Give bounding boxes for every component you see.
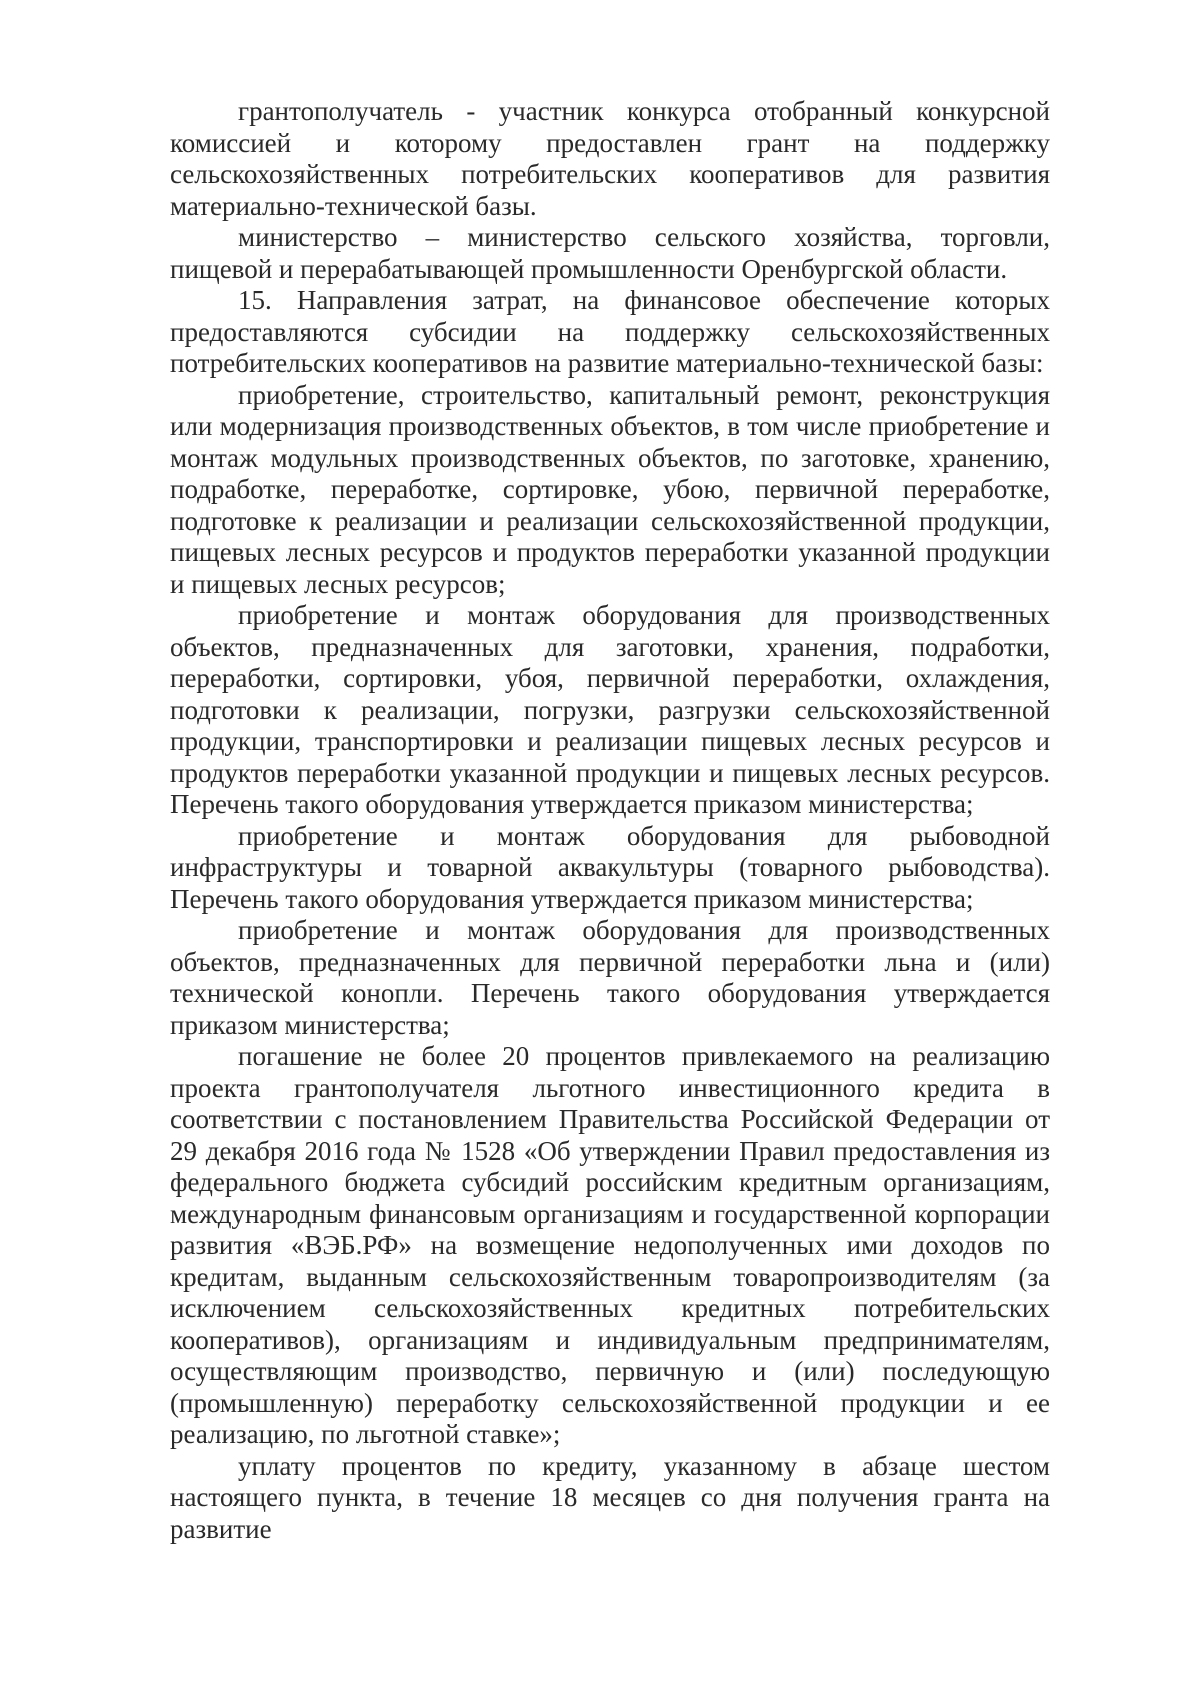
paragraph-equipment-expenses: приобретение и монтаж оборудования для производственных объектов, предназначенных для заготовки, хранения, подработки, переработки, сортировки, убоя, первичной переработки, охлаждения, подготовки к реализации, погрузки, разгрузки сельскохозяйственной продукции, транспортировки и реализации пищевых лесных ресурсов и продуктов переработки указанной продукции и пищевых лесных ресурсов. Перечень такого оборудования утверждается приказом министерства;: [170, 600, 1050, 819]
paragraph-aquaculture-equipment: приобретение и монтаж оборудования для рыбоводной инфраструктуры и товарной аквакультуры (товарного рыбоводства). Перечень такого оборудования утверждается приказом министерства;: [170, 820, 1050, 914]
paragraph-loan-repayment: погашение не более 20 процентов привлекаемого на реализацию проекта грантополучателя льготного инвестиционного кредита в соответствии с постановлением Правительства Российской Федерации от 29 декабря 2016 года № 1528 «Об утверждении Правил предоставления из федерального бюджета субсидий российским кредитным организациям, международным финансовым организациям и государственной корпорации развития «ВЭБ.РФ» на возмещение недополученных ими доходов по кредитам, выданным сельскохозяйственным товаропроизводителям (за исключением сельскохозяйственных кредитных потребительских кооперативов), организациям и индивидуальным предпринимателям, осуществляющим производство, первичную и (или) последующую (промышленную) переработку сельскохозяйственной продукции и ее реализацию, по льготной ставке»;: [170, 1041, 1050, 1449]
paragraph-grant-recipient-definition: грантополучатель - участник конкурса отобранный конкурсной комиссией и которому предоставлен грант на поддержку сельскохозяйственных потребительских кооперативов для развития материально-технической базы.: [170, 96, 1050, 221]
paragraph-flax-hemp-equipment: приобретение и монтаж оборудования для производственных объектов, предназначенных для первичной переработки льна и (или) технической конопли. Перечень такого оборудования утверждается приказом министерства;: [170, 915, 1050, 1040]
paragraph-interest-payment: уплату процентов по кредиту, указанному в абзаце шестом настоящего пункта, в течение 18 месяцев со дня получения гранта на развитие: [170, 1450, 1050, 1544]
document-body: [170, 96, 1050, 1545]
paragraph-item-15-expense-directions: 15. Направления затрат, на финансовое обеспечение которых предоставляются субсидии на поддержку сельскохозяйственных потребительских кооперативов на развитие материально-технической базы:: [170, 285, 1050, 378]
paragraph-construction-expenses: приобретение, строительство, капитальный ремонт, реконструкция или модернизация производственных объектов, в том числе приобретение и монтаж модульных производственных объектов, по заготовке, хранению, подработке, переработке, сортировке, убою, первичной переработке, подготовке к реализации и реализации сельскохозяйственной продукции, пищевых лесных ресурсов и продуктов переработки указанной продукции и пищевых лесных ресурсов;: [170, 379, 1050, 599]
paragraph-ministry-definition: министерство – министерство сельского хозяйства, торговли, пищевой и перерабатывающей промышленности Оренбургской области.: [170, 222, 1050, 284]
